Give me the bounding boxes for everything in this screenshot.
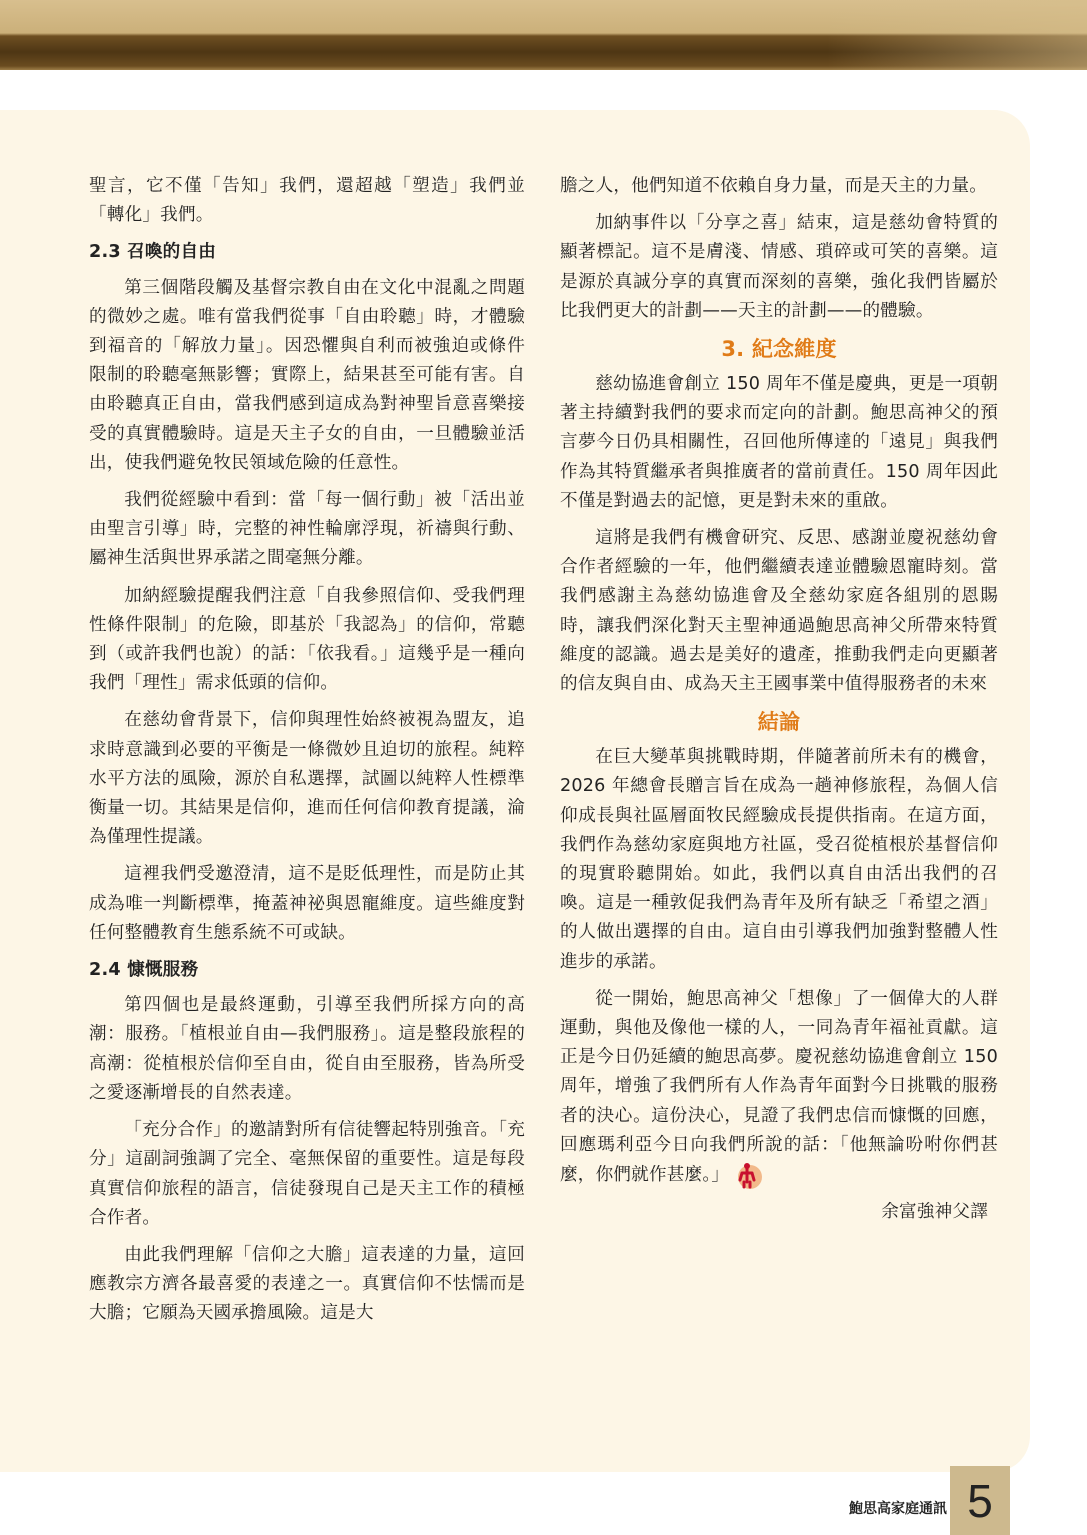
heading-2-4: 2.4 慷慨服務 — [89, 960, 199, 981]
right-column — [560, 172, 998, 1228]
paragraph: 加納經驗提醒我們注意「自我參照信仰、受我們理性條件限制」的危險，即基於「我認為」的信仰，常聽到（或許我們也說）的話：「依我看。」這幾乎是一種向我們「理性」需求低頭的信仰。 — [89, 585, 525, 694]
paragraph-intro: 聖言，它不僅「告知」我們，還超越「塑造」我們並「轉化」我們。 — [89, 176, 525, 226]
paragraph: 第四個也是最終運動，引導至我們所採方向的高潮：服務。「植根並自由—我們服務」。這是整段旅程的高潮：從植根於信仰至自由，從自由至服務，皆為所受之愛逐漸增長的自然表達。 — [89, 995, 525, 1103]
paragraph: 在巨大變革與挑戰時期，伴隨著前所未有的機會，2026 年總會長贈言旨在成為一趟神修旅程，為個人信仰成長與社區層面牧民經驗成長提供指南。在這方面，我們作為慈幼家庭與地方社區，受召從植根於基督信仰的現實聆聽開始。如此，我們以真自由活出我們的召喚。這是一種敦促我們為青年及所有缺乏「希望之酒」的人做出選擇的自由。這自由引導我們加強對整體人性進步的承諾。 — [560, 747, 998, 972]
paragraph: 這裡我們受邀澄清，這不是貶低理性，而是防止其成為唯一判斷標準，掩蓋神祕與恩寵維度。這些維度對任何整體教育生態系統不可或缺。 — [89, 864, 525, 943]
paragraph-final-text: 從一開始，鮑思高神父「想像」了一個偉大的人群運動，與他及像他一樣的人，一同為青年福祉貢獻。這正是今日仍延續的鮑思高夢。慶祝慈幼協進會創立 150 周年，增強了我們所有人作為青年面對今日挑戰的服務者的決心。這份決心，見證了我們忠信而慷慨的回應，回應瑪利亞今日向我們所說的話：「他無論吩咐你們甚麼，你們就作甚麼。」 — [560, 988, 998, 1186]
paragraph: 「充分合作」的邀請對所有信徒響起特別強音。「充分」這副詞強調了完全、毫無保留的重要性。這是每段真實信仰旅程的語言，信徒發現自己是天主工作的積極合作者。 — [89, 1120, 525, 1228]
paragraph: 由此我們理解「信仰之大膽」這表達的力量，這回應教宗方濟各最喜愛的表達之一。真實信仰不怯懦而是大膽；它願為天國承擔風險。這是大 — [89, 1244, 525, 1324]
translator-credit: 余富強神父譯 — [881, 1202, 988, 1223]
paragraph-continued: 膽之人，他們知道不依賴自身力量，而是天主的力量。 — [560, 176, 988, 196]
heading-conclusion: 結論 — [757, 710, 801, 735]
salesian-family-logo-icon — [733, 1160, 763, 1190]
paragraph: 慈幼協進會創立 150 周年不僅是慶典，更是一項朝著主持續對我們的要求而定向的計劃。鮑思高神父的預言夢今日仍具相關性，召回他所傳達的「遠見」與我們作為其特質繼承者與推廣者的當前責任。150 周年因此不僅是對過去的記憶，更是對未來的重啟。 — [560, 374, 998, 511]
page-number: 5 — [950, 1466, 1010, 1535]
left-column — [89, 172, 525, 1337]
header-bar — [0, 0, 1087, 70]
paragraph: 在慈幼會背景下，信仰與理性始終被視為盟友，追求時意識到必要的平衡是一條微妙且迫切的旅程。純粹水平方法的風險，源於自私選擇，試圖以純粹人性標準衡量一切。其結果是信仰，進而任何信仰教育提議，淪為僅理性提議。 — [89, 710, 525, 848]
heading-section-3: 3. 紀念維度 — [721, 337, 837, 362]
paragraph: 加納事件以「分享之喜」結束，這是慈幼會特質的顯著標記。這不是膚淺、情感、瑣碎或可笑的喜樂。這是源於真誠分享的真實而深刻的喜樂，強化我們皆屬於比我們更大的計劃——天主的計劃——的體驗。 — [560, 213, 998, 321]
paragraph: 第三個階段觸及基督宗教自由在文化中混亂之問題的微妙之處。唯有當我們從事「自由聆聽」時，才體驗到福音的「解放力量」。因恐懼與自利而被強迫或條件限制的聆聽毫無影響；實際上，結果甚至可能有害。自由聆聽真正自由，當我們感到這成為對神聖旨意喜樂接受的真實體驗時。這是天主子女的自由，一旦體驗並活出，使我們避免牧民領域危險的任意性。 — [89, 277, 525, 473]
paragraph-final — [560, 985, 998, 1190]
paragraph: 這將是我們有機會研究、反思、感謝並慶祝慈幼會合作者經驗的一年，他們繼續表達並體驗恩寵時刻。當我們感謝主為慈幼協進會及全慈幼家庭各組別的恩賜時，讓我們深化對天主聖神通過鮑思高神父所帶來特質維度的認識。過去是美好的遺產，推動我們走向更顯著的信友與自由、成為天主王國事業中值得服務者的未來 — [560, 528, 998, 695]
heading-2-3: 2.3 召喚的自由 — [89, 242, 217, 263]
publication-name: 鮑思高家庭通訊 — [849, 1501, 947, 1517]
paragraph: 我們從經驗中看到：當「每一個行動」被「活出並由聖言引導」時，完整的神性輪廓浮現，祈禱與行動、屬神生活與世界承諾之間毫無分離。 — [89, 490, 525, 569]
